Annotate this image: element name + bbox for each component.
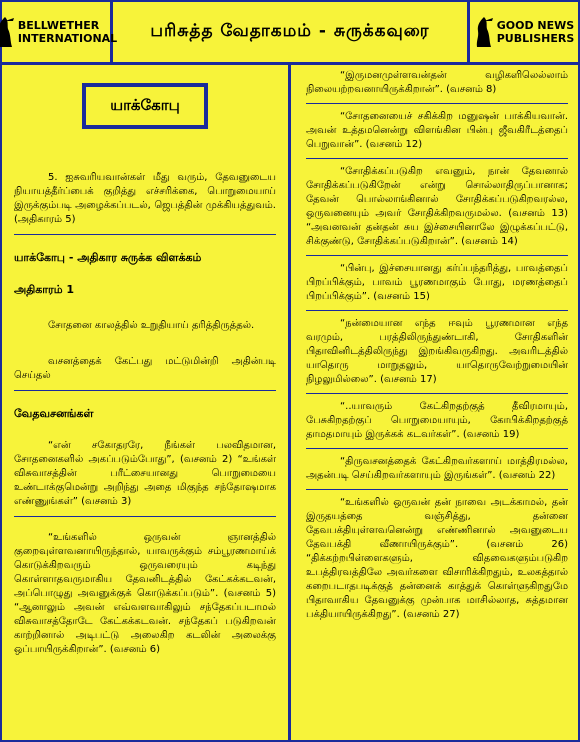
header-bar (2, 2, 578, 65)
book-title: யாக்கோபு (82, 83, 208, 129)
verse-text: “நன்மையான எந்த ஈவும் பூரணமான எந்த வரமும், பரத்திலிருந்துண்டாகி, சோதிகளின் பிதாவினிடத்திலிருந்து இறங்கிவருகிறது. அவரிடத்தில் யாதொரு மாறுதலும், யாதொருவேற்றுமையின் நிழலுமில்லை”. (வசனம் 17) (306, 318, 568, 385)
left-column (2, 65, 291, 740)
logo-line-1: GOOD NEWS (496, 19, 575, 32)
angel-trumpet-icon (0, 15, 15, 49)
verse-text: “என் சகோதரரே, நீங்கள் பலவிதமான, சோதனைகளில் அகப்படும்போது”, (வசனம் 2) “உங்கள் விசுவாசத்தின் பரீட்சையானது பொறுமையை உண்டாக்குமென்று அறிந்து அதை மிகுந்த சந்தோஷமாக எண்ணுங்கள்” (வசனம் 3) (14, 439, 276, 517)
logo-line-1: BELLWETHER (17, 19, 100, 32)
bellwether-logo (2, 2, 118, 62)
angel-trumpet-icon (474, 15, 494, 49)
verse-text: “உங்களில் ஒருவன் தன் நாவை அடக்காமல், தன் இருதயத்தை வஞ்சித்து, தன்னை தேவபக்தியுள்ளவனென்று எண்ணினால் அவனுடைய தேவபக்தி வீணாயிருக்கும்”. (வசனம் 26) “திக்கற்றபிள்ளைகளும், விதவைகளும்படுகிற உபத்திரவத்திலே அவர்களை விசாரிக்கிறதும், உலகத்தால் கறைபடாதபடிக்குத் தன்னைக் காத்துக் கொள்ளுகிறதுமே பிதாவாகிய தேவனுக்கு முன்பாக மாசில்லாத, சுத்தமான பக்தியாயிருக்கிறது”. (வசனம் 27) (306, 497, 568, 620)
verse-text: “திருவசனத்தைக் கேட்கிறவர்களாய் மாத்திரமல்ல, அதன்படி செய்கிறவர்களாயும் இருங்கள்”. (வசனம் 22) (306, 456, 568, 481)
chapter-item: சோதனை காலத்தில் உறுதியாய் தரித்திருத்தல். (48, 320, 255, 331)
verse-text: “உங்களில் ஒருவன் ஞானத்தில் குறைவுள்ளவனாயிருந்தால், யாவருக்கும் சம்பூரணமாய்க் கொடுக்கிறவரும் ஒருவரையும் கடிந்து கொள்ளாதவருமாகிய தேவனிடத்தில் கேட்கக்கடவன், அப்பொழுது அவனுக்குக் கொடுக்கப்படும்”. (வசனம் 5) “ஆனாலும் அவன் எவ்வளவாகிலும் சந்தேகப்படாமல் விசுவாசத்தோடே கேட்கக்கடவன். சந்தேகப் படுகிறவன் காற்றினால் அடிபட்டு அலைகிற கடலின் அலைக்கு ஒப்பாயிருக்கிறான்”. (வசனம் 6) (14, 532, 276, 655)
chapter-heading: அதிகாரம் 1 (14, 283, 75, 296)
logo-line-2: INTERNATIONAL (17, 32, 118, 45)
page-title: பரிசுத்த வேதாகமம் - சுருக்கவுரை (150, 21, 430, 41)
verse-text: “சோதிக்கப்படுகிற எவனும், நான் தேவனால் சோதிக்கப்படுகிறேன் என்று சொல்லாதிருப்பானாக; தேவன் பொல்லாங்கினால் சோதிக்கப்படுகிறவரல்ல, ஒருவனையும் அவர் சோதிக்கிறவருமல்ல. (வசனம் 13) “அவனவன் தன்தன் சுய இச்சையினாலே இழுக்கப்பட்டு, சிக்குண்டு, சோதிக்கப்படுகிறான்”. (வசனம் 14) (306, 166, 568, 247)
summary-heading: யாக்கோபு - அதிகார சுருக்க விளக்கம் (14, 251, 202, 264)
logo-line-2: PUBLISHERS (496, 32, 575, 45)
chapter-item: வசனத்தைக் கேட்பது மட்டுமின்றி அதின்படி செய்தல் (14, 355, 276, 391)
intro-text: 5. ஐசுவரியவான்கள் மீது வரும், தேவனுடைய நியாயத்தீர்ப்பைக் குறித்து எச்சரிக்கை, பொறுமையாய் இருக்கும்படி அழைக்கப்படல், ஜெபத்தின் முக்கியத்துவம். (அதிகாரம் 5) (14, 171, 276, 235)
verse-text: “..யாவரும் கேட்கிறதற்குத் தீவிரமாயும், பேசுகிறதற்குப் பொறுமையாயும், கோபிக்கிறதற்குத் தாமதமாயும் இருக்கக் கடவர்கள்”. (வசனம் 19) (306, 401, 568, 440)
verse-text: “சோதனையைச் சகிக்கிற மனுஷன் பாக்கியவான். அவன் உத்தமனென்று விளங்கின பின்பு ஜீவகிரீடத்தைப் பெறுவான்”. (வசனம் 12) (306, 111, 568, 150)
verses-heading: வேதவசனங்கள் (14, 407, 94, 420)
good-news-logo (470, 2, 578, 62)
verse-text: “இருமனமுள்ளவன்தன் வழிகளிலெல்லாம் நிலையற்றவனாயிருக்கிறான்”. (வசனம் 8) (306, 70, 568, 95)
verse-text: “பின்பு, இச்சையானது கர்ப்பந்தரித்து, பாவத்தைப் பிறப்பிக்கும், பாவம் பூரணமாகும் போது, மரணத்தைப் பிறப்பிக்கும்”. (வசனம் 15) (306, 263, 568, 302)
right-column (294, 65, 578, 740)
